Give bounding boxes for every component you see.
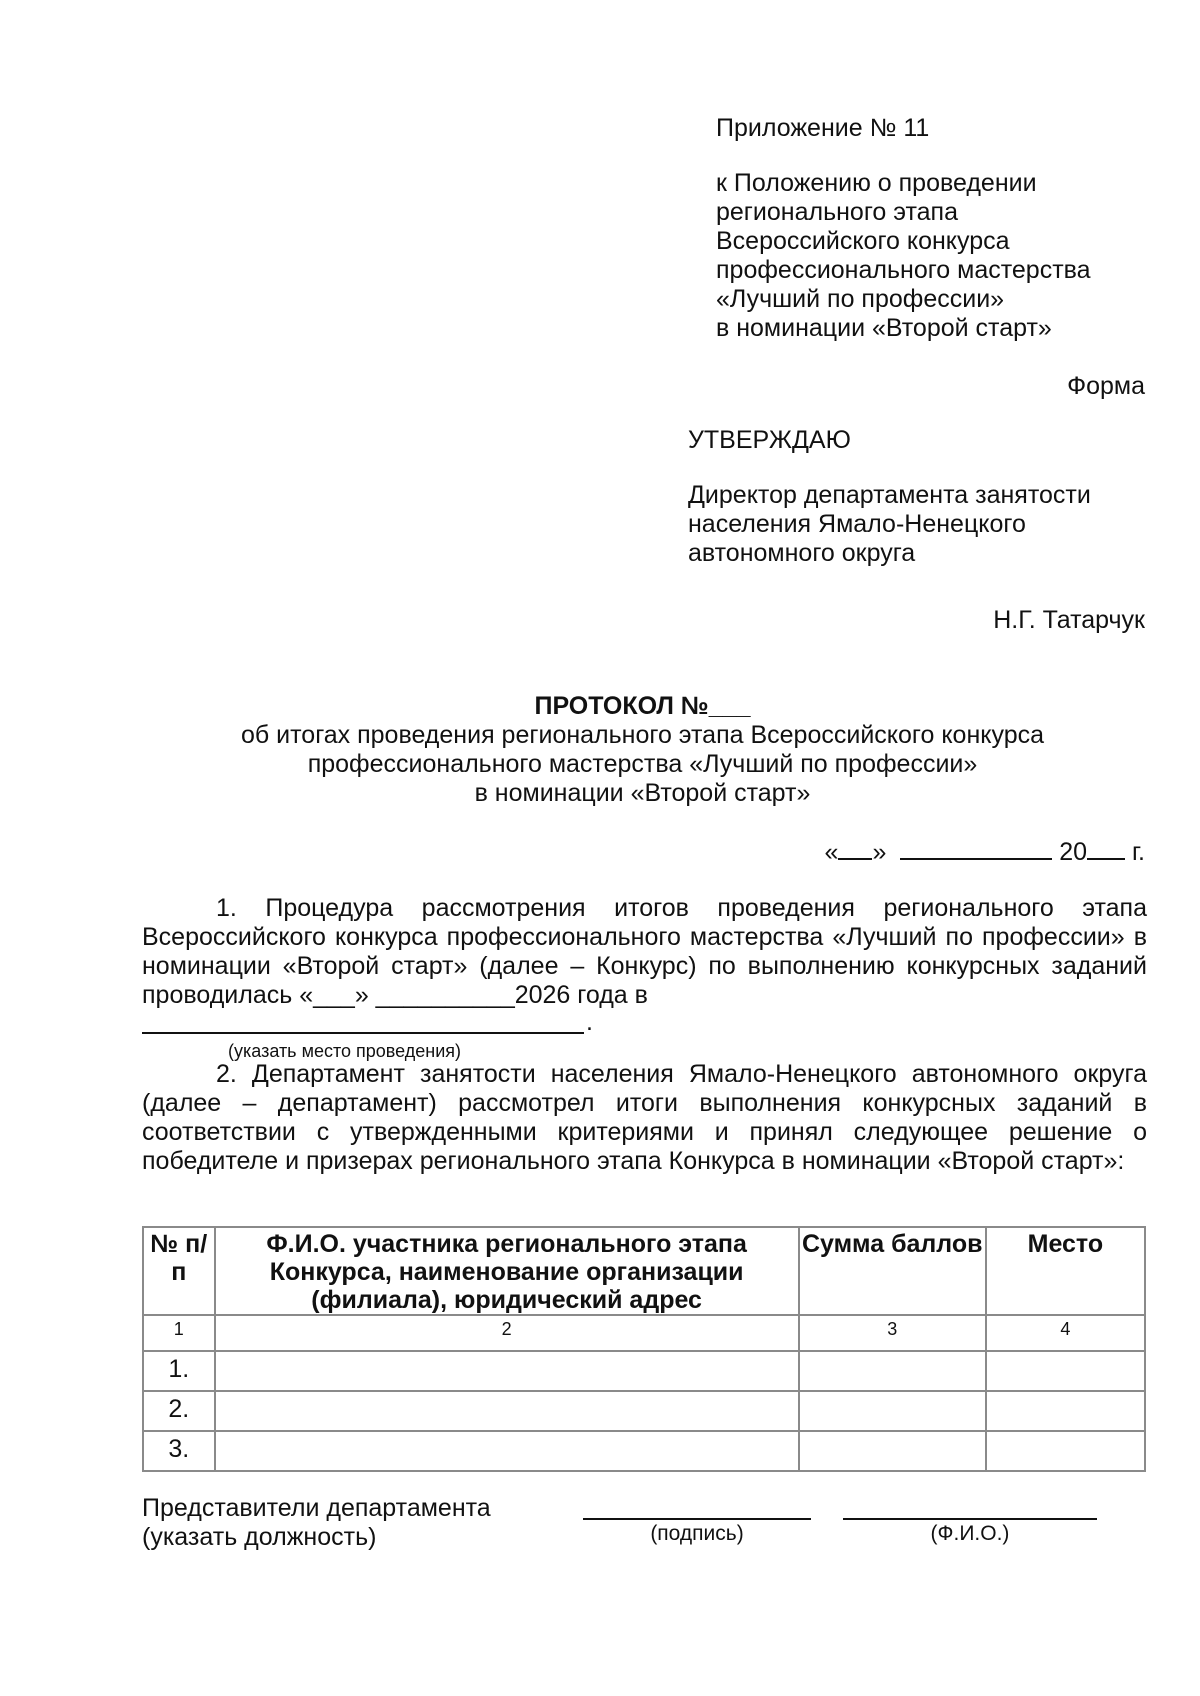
header-place: Место xyxy=(986,1227,1145,1315)
name-line xyxy=(843,1518,1097,1520)
year-suffix: г. xyxy=(1131,838,1145,866)
annex-title: Приложение № 11 xyxy=(716,114,930,142)
date-close-quote: » xyxy=(872,838,887,866)
header-number: № п/п xyxy=(143,1227,215,1315)
approval-position: Директор департамента занятости населения Ямало-Ненецкого автономного округа xyxy=(688,481,1091,567)
row-number: 1. xyxy=(143,1351,215,1391)
row-place xyxy=(986,1431,1145,1471)
row-participant xyxy=(215,1391,799,1431)
table-header-row xyxy=(143,1227,1145,1315)
row-score xyxy=(799,1431,986,1471)
protocol-header xyxy=(140,692,1145,808)
column-number: 1 xyxy=(143,1315,215,1351)
results-table xyxy=(142,1226,1146,1472)
row-place xyxy=(986,1391,1145,1431)
year-prefix: 20 xyxy=(1059,838,1088,866)
approval-heading: УТВЕРЖДАЮ xyxy=(688,426,851,454)
header-participant: Ф.И.О. участника регионального этапа Конкурса, наименование организации (филиала), юридический адрес xyxy=(215,1227,799,1315)
year-blank xyxy=(1087,834,1125,860)
header-score: Сумма баллов xyxy=(799,1227,986,1315)
date-line xyxy=(825,834,1145,867)
table-row xyxy=(143,1351,1145,1391)
form-label: Форма xyxy=(1067,372,1145,400)
column-number: 4 xyxy=(986,1315,1145,1351)
row-score xyxy=(799,1391,986,1431)
paragraph-2: 2. Департамент занятости населения Ямало-Ненецкого автономного округа (далее – департамент) рассмотрел итоги выполнения конкурсных заданий в соответствии с утвержденными критериями и принял следующее решение о победителе и призерах регионального этапа Конкурса в номинации «Второй старт»: xyxy=(142,1060,1147,1175)
place-hint: (указать место проведения) xyxy=(228,1041,461,1061)
place-blank-end: . xyxy=(586,1008,593,1036)
date-open-quote: « xyxy=(824,838,839,866)
row-participant xyxy=(215,1351,799,1391)
representatives-label: Представители департамента (указать должность) xyxy=(142,1494,491,1551)
day-blank xyxy=(838,834,872,860)
signature-line xyxy=(583,1518,811,1520)
row-participant xyxy=(215,1431,799,1471)
table-row xyxy=(143,1431,1145,1471)
row-number: 2. xyxy=(143,1391,215,1431)
protocol-subtitle: об итогах проведения регионального этапа Всероссийского конкурса профессионального мастерства «Лучший по профессии» в номинации «Второй старт» xyxy=(240,721,1044,807)
annex-reference: к Положению о проведении регионального этапа Всероссийского конкурса профессионального мастерства «Лучший по профессии» в номинации «Второй старт» xyxy=(716,169,1091,342)
signature-hint: (подпись) xyxy=(650,1522,744,1545)
row-number: 3. xyxy=(143,1431,215,1471)
month-blank xyxy=(900,834,1052,860)
protocol-title: ПРОТОКОЛ №___ xyxy=(534,692,751,720)
column-number: 2 xyxy=(215,1315,799,1351)
approval-block xyxy=(688,426,1148,568)
table-row xyxy=(143,1391,1145,1431)
approval-name: Н.Г. Татарчук xyxy=(993,606,1145,634)
row-place xyxy=(986,1351,1145,1391)
row-score xyxy=(799,1351,986,1391)
name-hint: (Ф.И.О.) xyxy=(930,1522,1010,1545)
place-blank-line xyxy=(142,1032,584,1034)
column-number: 3 xyxy=(799,1315,986,1351)
paragraph-1: 1. Процедура рассмотрения итогов проведения регионального этапа Всероссийского конкурса профессионального мастерства «Лучший по профессии» в номинации «Второй старт» (далее – Конкурс) по выполнению конкурсных заданий проводилась «___» __________2026 года в xyxy=(142,894,1147,1009)
column-number-row xyxy=(143,1315,1145,1351)
annex-block xyxy=(716,114,1156,343)
